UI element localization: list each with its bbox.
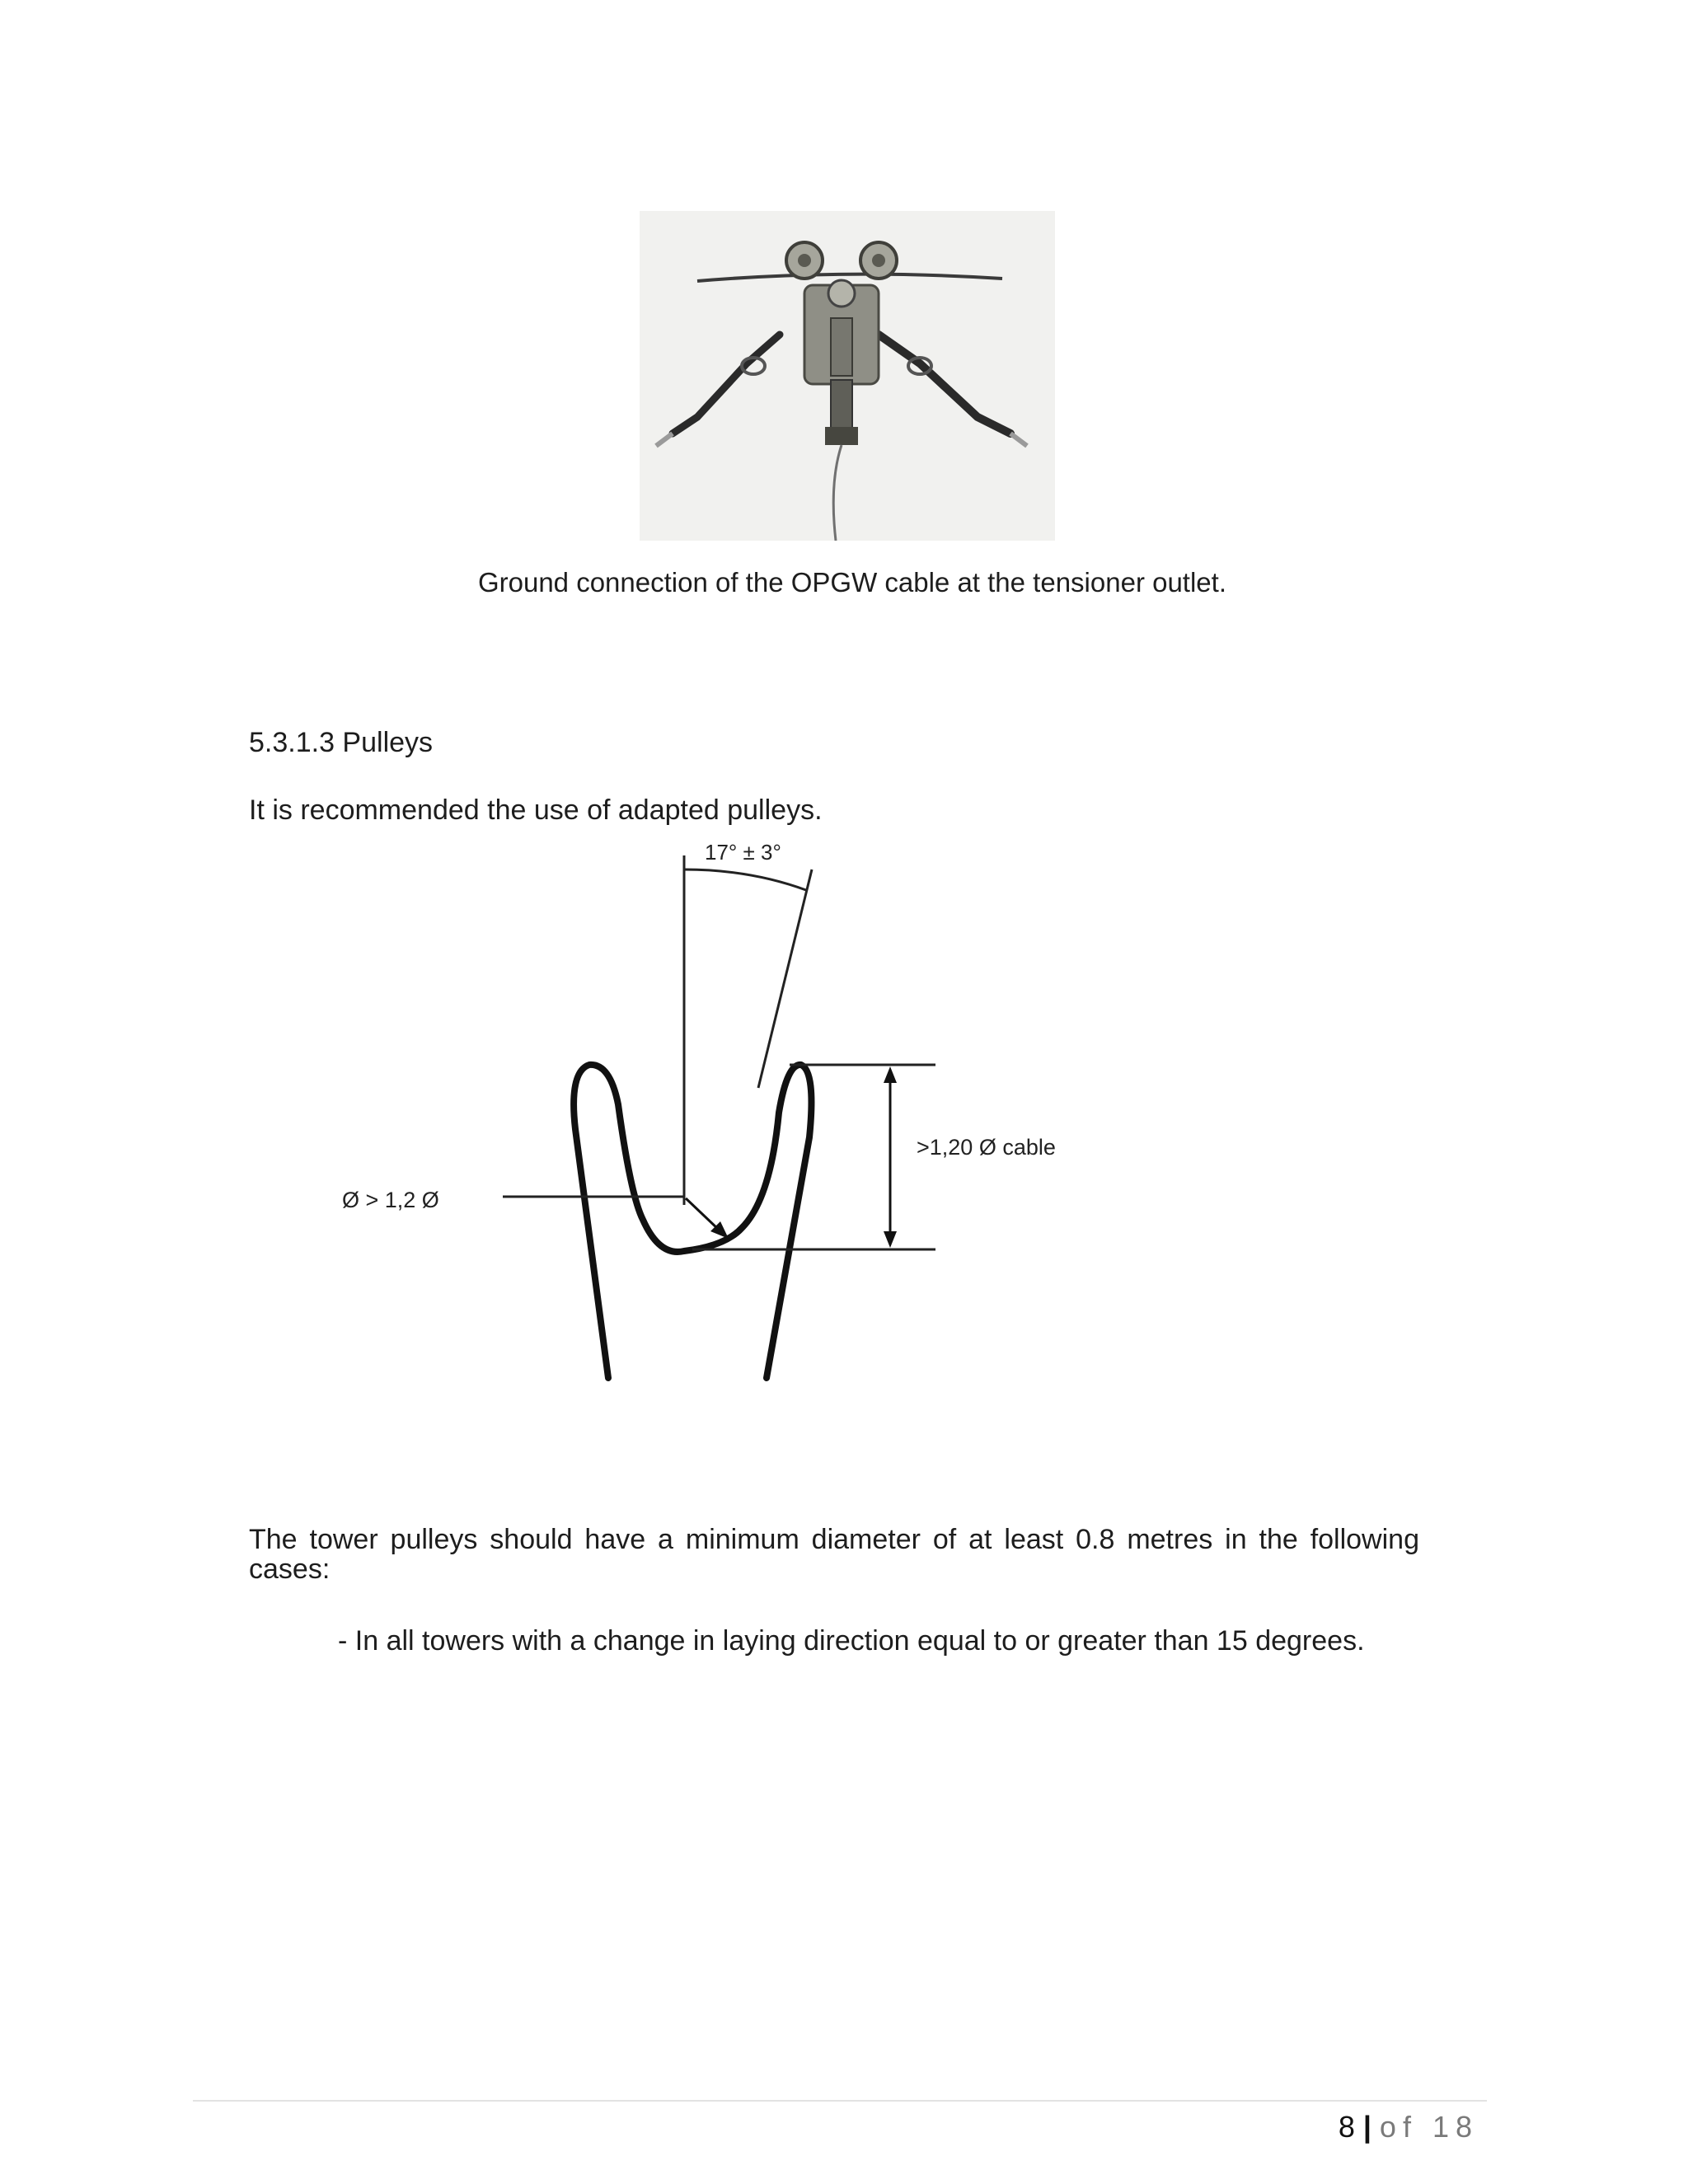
page-current: 8 (1338, 2110, 1355, 2144)
pulley-profile (574, 1065, 811, 1378)
page-total: of 18 (1379, 2110, 1479, 2144)
section-heading: 5.3.1.3 Pulleys (249, 727, 434, 758)
diameter-label: Ø > 1,2 Ø (342, 1188, 439, 1212)
incline-line (758, 869, 812, 1088)
ground-connection-photo (640, 211, 1055, 541)
depth-arrow-down (884, 1231, 897, 1248)
footer-divider (193, 2100, 1487, 2102)
figure-caption: Ground connection of the OPGW cable at the tensioner outlet. (477, 567, 1227, 598)
page-separator: | (1362, 2110, 1372, 2144)
angle-arc (684, 869, 806, 890)
body-paragraph: The tower pulleys should have a minimum diameter of at least 0.8 metres in the following cases: (249, 1524, 1419, 1585)
page-number (1339, 2110, 1479, 2144)
angle-label: 17° ± 3° (705, 840, 781, 865)
depth-label: >1,20 Ø cable (917, 1135, 1056, 1160)
bullet-item: - In all towers with a change in laying direction equal to or greater than 15 degrees. (338, 1625, 1365, 1657)
radius-arrow-line (686, 1198, 719, 1230)
section-intro: It is recommended the use of adapted pulleys. (249, 794, 823, 826)
radius-arrowhead (710, 1221, 729, 1239)
depth-arrow-up (884, 1066, 897, 1083)
